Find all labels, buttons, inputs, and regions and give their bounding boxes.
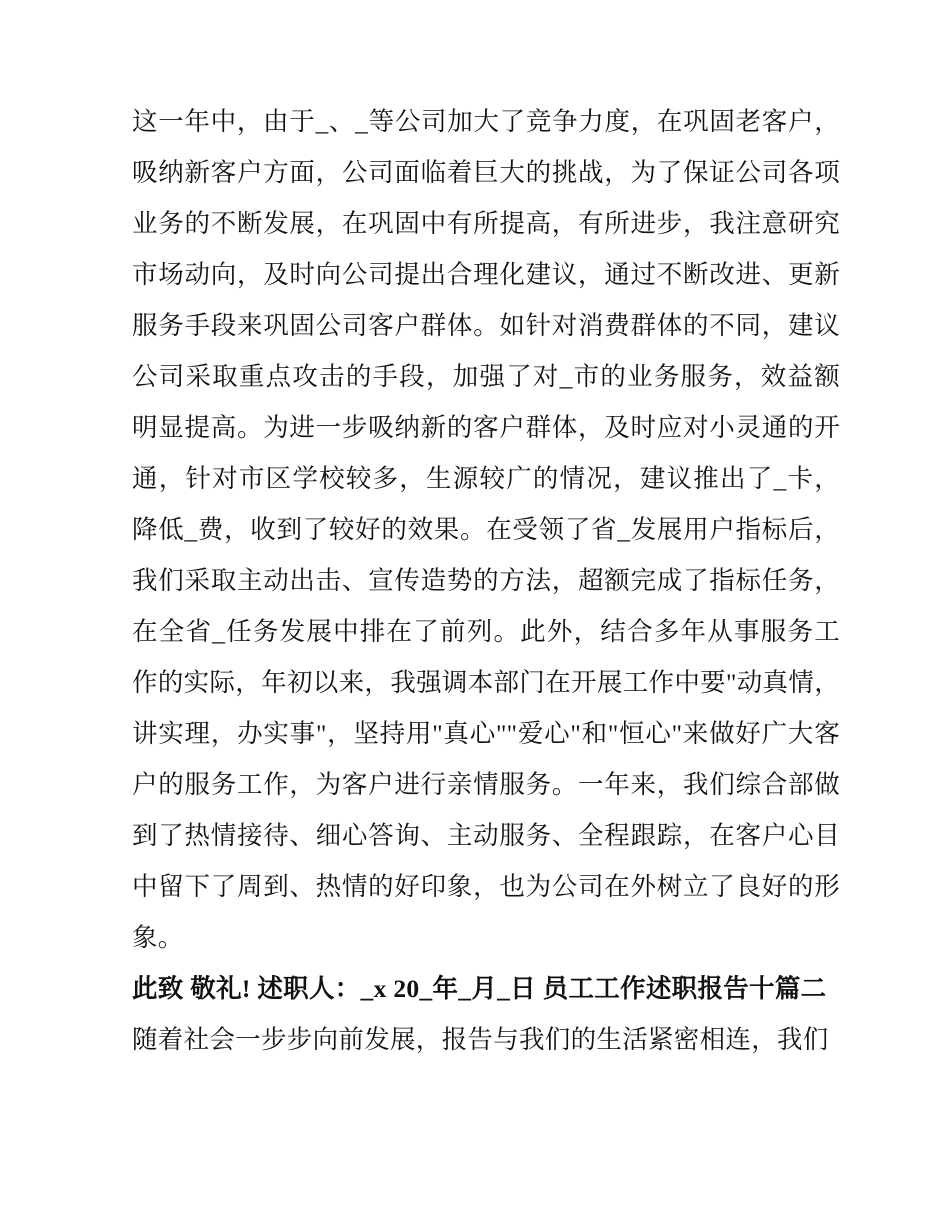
paragraph-1: 这一年中，由于_、_等公司加大了竞争力度，在巩固老客户，吸纳新客户方面，公司面临着巨大的挑战，为了保证公司各项业务的不断发展，在巩固中有所提高，有所进步，我注意研究市场动向，及时向公司提出合理化建议，通过不断改进、更新服务手段来巩固公司客户群体。如针对消费群体的不同，建议公司采取重点攻击的手段，加强了对_市的业务服务，效益额明显提高。为进一步吸纳新的客户群体，及时应对小灵通的开通，针对市区学校较多，生源较广的情况，建议推出了_卡，降低_费，收到了较好的效果。在受领了省_发展用户指标后，我们采取主动出击、宣传造势的方法，超额完成了指标任务，在全省_任务发展中排在了前列。此外，结合多年从事服务工作的实际，年初以来，我强调本部门在开展工作中要"动真情，讲实理，办实事"，坚持用"真心""爱心"和"恒心"来做好广大客户的服务工作，为客户进行亲情服务。一年来，我们综合部做到了热情接待、细心答询、主动服务、全程跟踪，在客户心目中留下了周到、热情的好印象，也为公司在外树立了良好的形象。 [132,107,840,952]
paragraph-3: 随着社会一步步向前发展，报告与我们的生活紧密相连，我们 [132,1025,829,1054]
document-body [132,96,840,1065]
paragraph-2: 此致 敬礼! 述职人：_x 20_年_月_日 员工工作述职报告十篇二 [132,974,827,1003]
